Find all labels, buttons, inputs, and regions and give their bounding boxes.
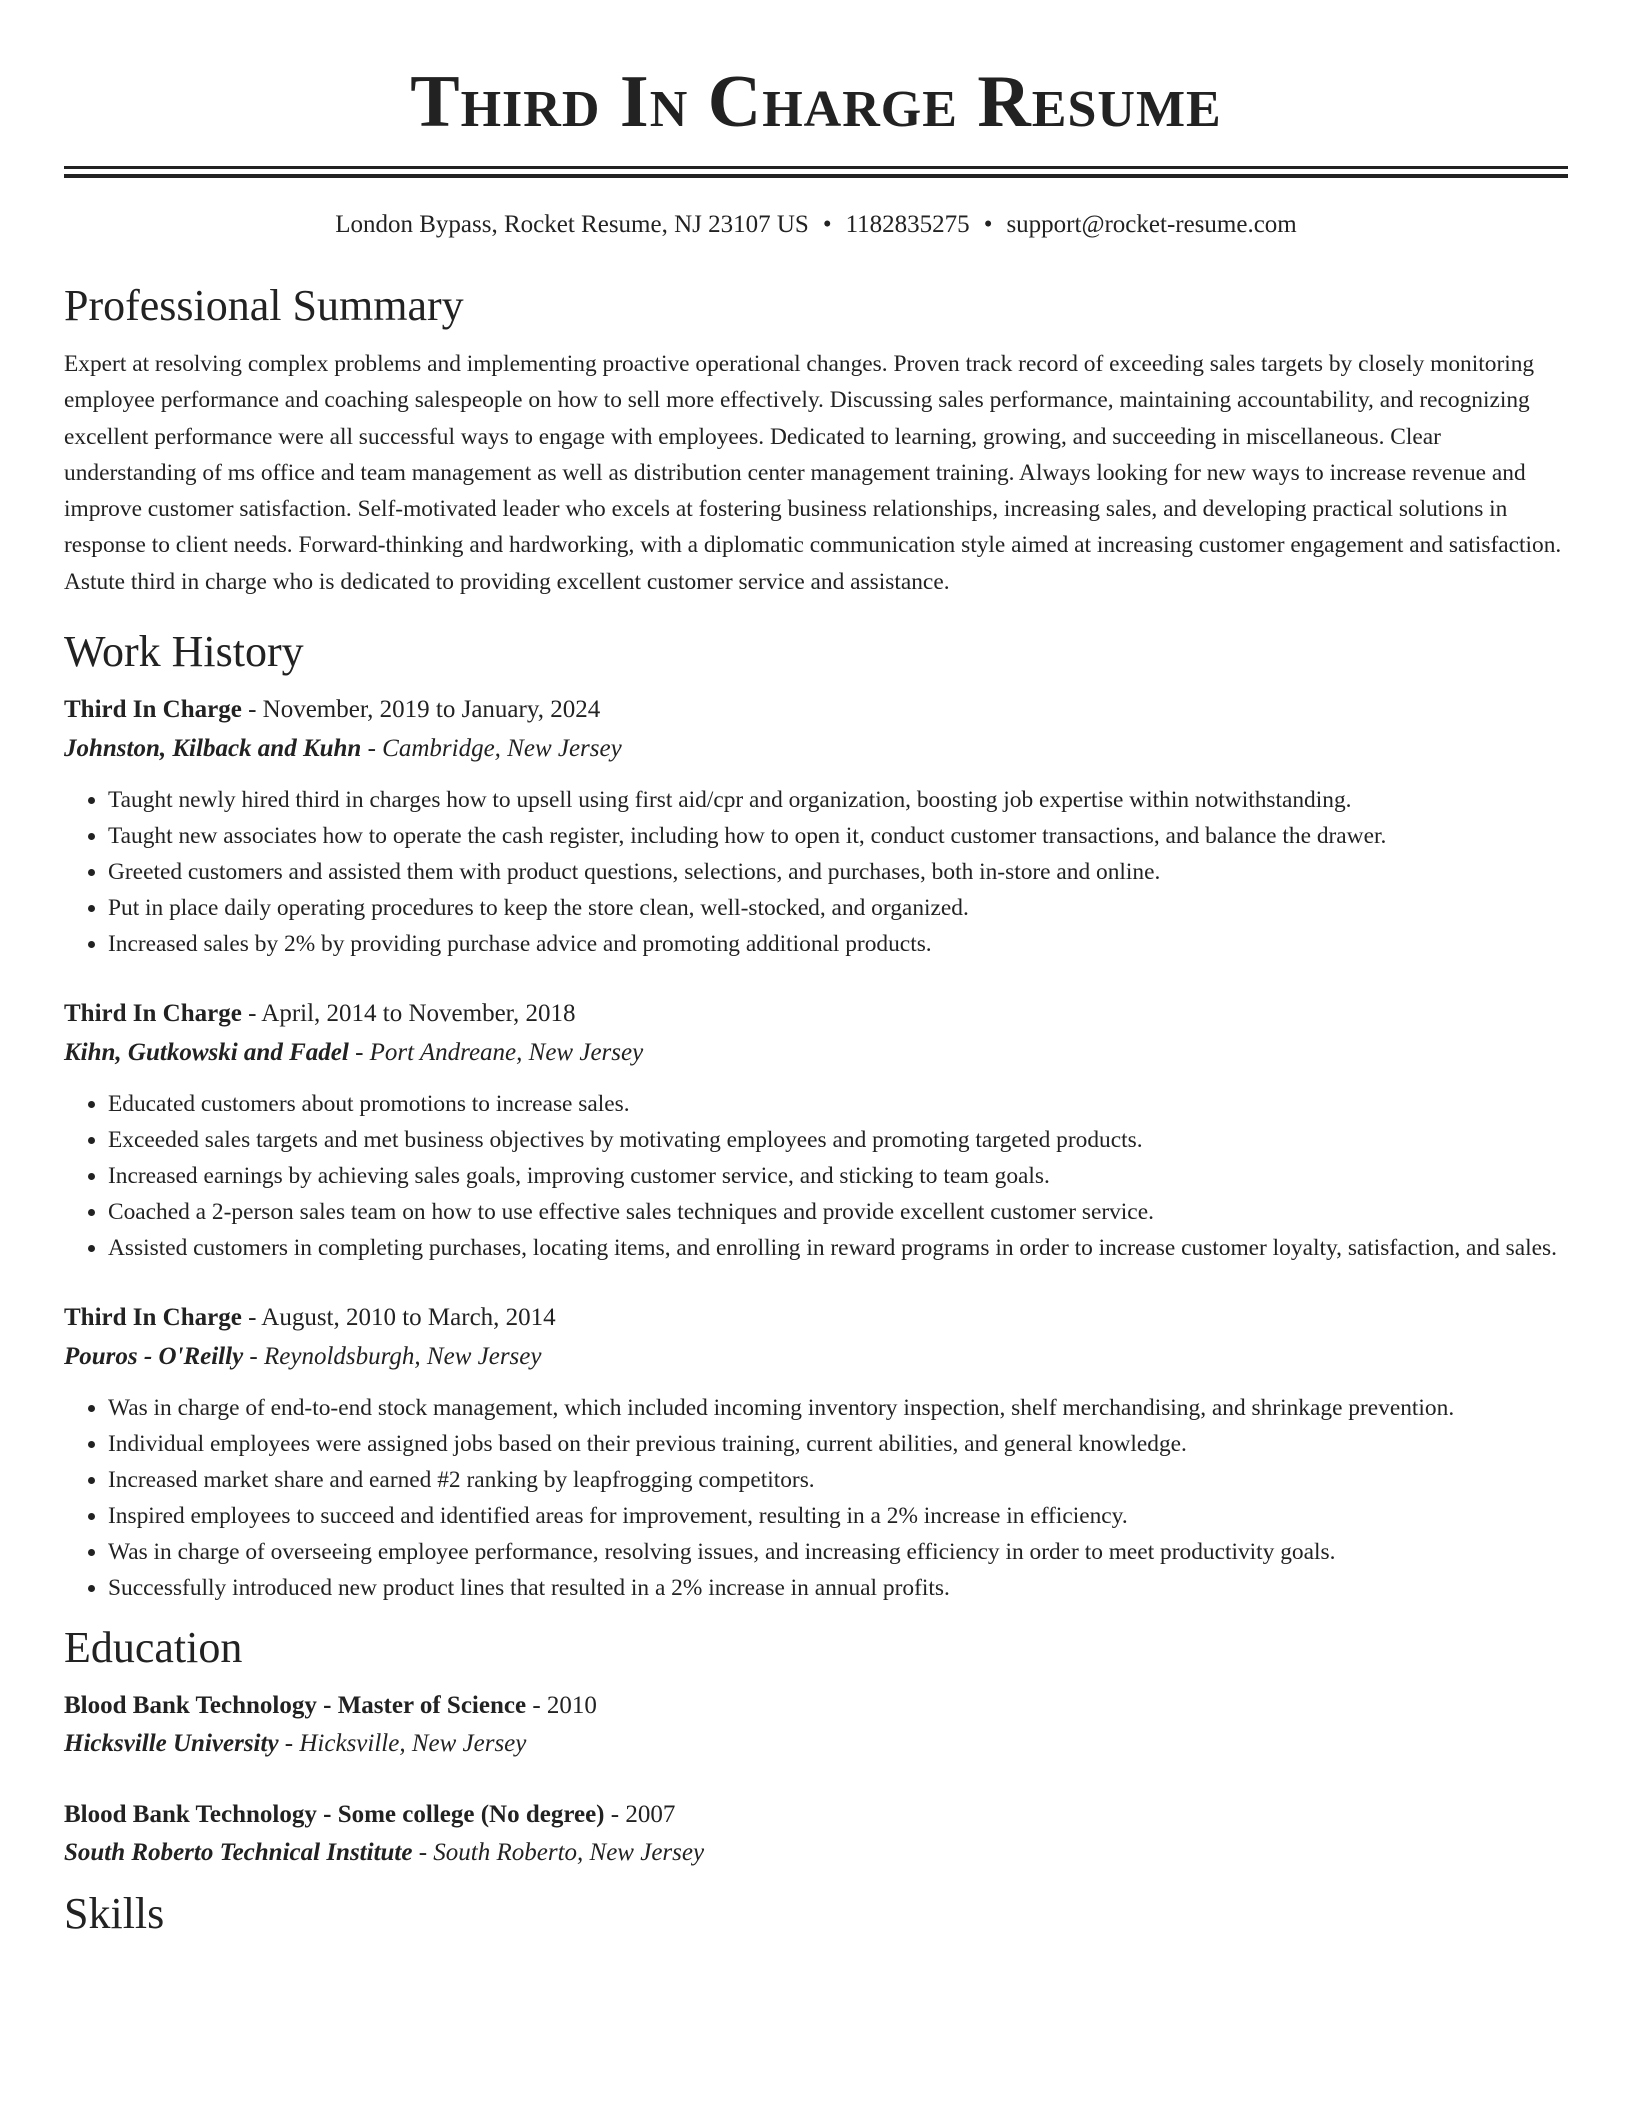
section-heading-education: Education [64, 1623, 243, 1673]
contact-address: London Bypass, Rocket Resume, NJ 23107 US [335, 211, 809, 238]
list-item: • Increased market share and earned #2 ranking by leapfrogging competitors. [108, 1462, 1568, 1498]
job-dates: - April, 2014 to November, 2018 [248, 1000, 576, 1028]
job-title-line [64, 1298, 1568, 1337]
page-title: Third In Charge Resume [410, 61, 1222, 143]
list-item: • Coached a 2-person sales team on how to use effective sales techniques and provide excellent customer service. [108, 1194, 1568, 1230]
list-item: • Assisted customers in completing purchases, locating items, and enrolling in reward programs in order to increase customer loyalty, satisfaction, and sales. [108, 1230, 1568, 1266]
section-heading-skills: Skills [64, 1889, 165, 1939]
education-entry [64, 1686, 1568, 1763]
list-item: • Greeted customers and assisted them with product questions, selections, and purchases, both in-store and online. [108, 854, 1568, 890]
contact-line [64, 208, 1568, 242]
job-entry [64, 1298, 1568, 1606]
employer-line [64, 1033, 1568, 1072]
employer-location: - Reynoldsburgh, New Jersey [249, 1343, 542, 1371]
job-entry [64, 994, 1568, 1266]
school-line [64, 1725, 1568, 1763]
job-title-line [64, 994, 1568, 1033]
contact-separator: • [822, 211, 832, 238]
job-dates: - November, 2019 to January, 2024 [248, 696, 601, 724]
school-location: - Hicksville, New Jersey [284, 1730, 527, 1758]
job-dates: - August, 2010 to March, 2014 [248, 1304, 556, 1332]
employer-line [64, 1337, 1568, 1376]
list-item: • Increased sales by 2% by providing purchase advice and promoting additional products. [108, 926, 1568, 962]
section-heading-work-history: Work History [64, 627, 304, 677]
degree-name: Blood Bank Technology - Master of Science [64, 1692, 527, 1720]
education-entry [64, 1795, 1568, 1872]
degree-year: - 2007 [610, 1801, 676, 1829]
job-title: Third In Charge [64, 696, 242, 724]
degree-year: - 2010 [532, 1692, 597, 1720]
job-title: Third In Charge [64, 1000, 242, 1028]
list-item: • Taught newly hired third in charges how to upsell using first aid/cpr and organization, boosting job expertise within notwithstanding. [108, 782, 1568, 818]
list-item: • Was in charge of end-to-end stock management, which included incoming inventory inspection, shelf merchandising, and shrinkage prevention. [108, 1390, 1568, 1426]
contact-email: support@rocket-resume.com [1006, 211, 1297, 238]
list-item: • Inspired employees to succeed and identified areas for improvement, resulting in a 2% increase in efficiency. [108, 1498, 1568, 1534]
list-item: • Taught new associates how to operate the cash register, including how to open it, conduct customer transactions, and balance the drawer. [108, 818, 1568, 854]
school-name: South Roberto Technical Institute [64, 1839, 413, 1867]
degree-line [64, 1795, 1568, 1834]
school-name: Hicksville University [64, 1730, 279, 1758]
list-item: • Educated customers about promotions to increase sales. [108, 1086, 1568, 1122]
list-item: • Increased earnings by achieving sales goals, improving customer service, and sticking to team goals. [108, 1158, 1568, 1194]
list-item: • Successfully introduced new product lines that resulted in a 2% increase in annual profits. [108, 1570, 1568, 1606]
degree-line [64, 1686, 1568, 1725]
section-heading-summary: Professional Summary [64, 281, 464, 330]
degree-name: Blood Bank Technology - Some college (No degree) [64, 1801, 605, 1829]
list-item: • Individual employees were assigned jobs based on their previous training, current abilities, and general knowledge. [108, 1426, 1568, 1462]
employer-location: - Cambridge, New Jersey [367, 735, 622, 763]
list-item: • Put in place daily operating procedures to keep the store clean, well-stocked, and organized. [108, 890, 1568, 926]
employer-location: - Port Andreane, New Jersey [355, 1039, 644, 1067]
job-bullets [64, 1390, 1568, 1606]
list-item: • Was in charge of overseeing employee performance, resolving issues, and increasing efficiency in order to meet productivity goals. [108, 1534, 1568, 1570]
employer-name: Kihn, Gutkowski and Fadel [64, 1039, 349, 1067]
list-item: • Exceeded sales targets and met business objectives by motivating employees and promoting targeted products. [108, 1122, 1568, 1158]
school-location: - South Roberto, New Jersey [418, 1839, 705, 1867]
job-entry [64, 690, 1568, 962]
employer-name: Pouros - O'Reilly [64, 1343, 244, 1371]
title-divider [64, 166, 1568, 178]
job-title: Third In Charge [64, 1304, 242, 1332]
job-bullets [64, 782, 1568, 962]
contact-phone: 1182835275 [845, 211, 970, 238]
employer-name: Johnston, Kilback and Kuhn [64, 735, 362, 763]
school-line [64, 1834, 1568, 1872]
contact-separator: • [983, 211, 993, 238]
job-title-line [64, 690, 1568, 729]
job-bullets [64, 1086, 1568, 1266]
summary-text: Expert at resolving complex problems and implementing proactive operational changes. Proven track record of exceeding sales targets by closely monitoring employee performance and coaching salespeople on how to sell more effectively. Discussing sales performance, maintaining accountability, and recognizing excellent performance were all successful ways to engage with employees. Dedicated to learning, growing, and succeeding in miscellaneous. Clear understanding of ms office and team management as well as distribution center management training. Always looking for new ways to increase revenue and improve customer satisfaction. Self-motivated leader who excels at fostering business relationships, increasing sales, and developing practical solutions in response to client needs. Forward-thinking and hardworking, with a diplomatic communication style aimed at increasing customer engagement and satisfaction. Astute third in charge who is dedicated to providing excellent customer service and assistance. [64, 351, 1562, 595]
employer-line [64, 729, 1568, 768]
